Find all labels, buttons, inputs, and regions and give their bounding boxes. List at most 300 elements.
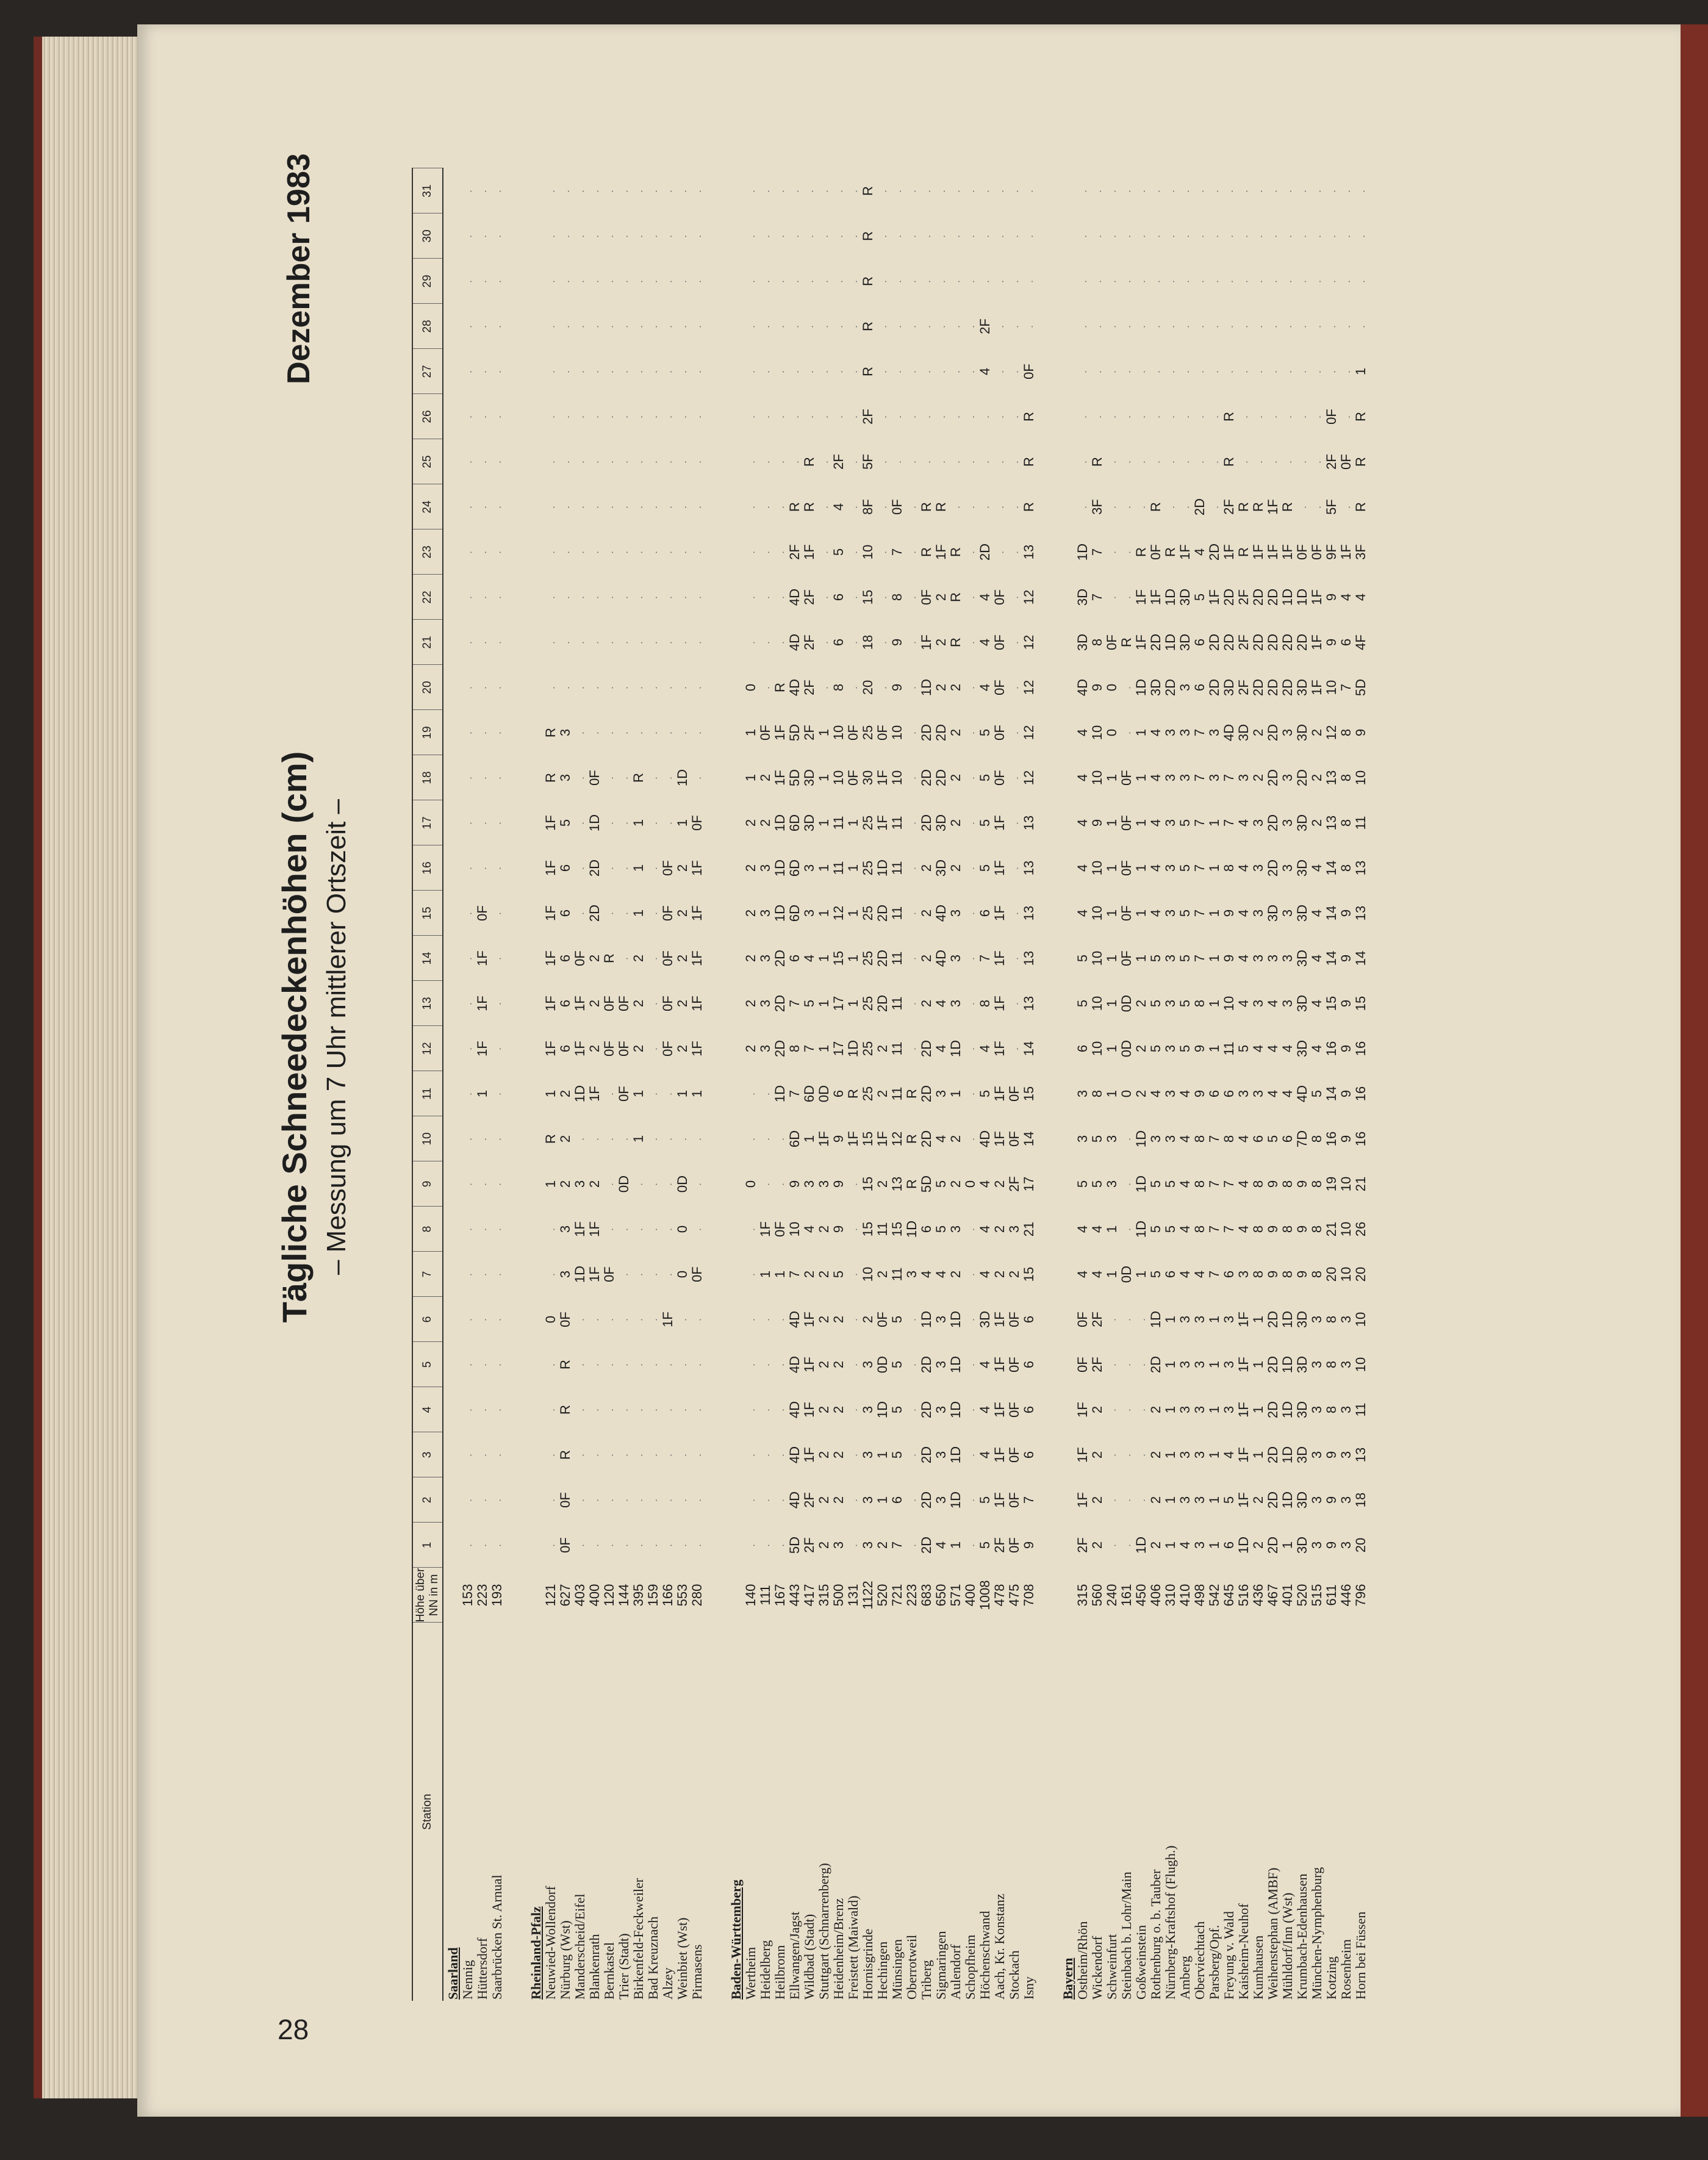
- snow-depth-cell: 1F: [802, 544, 817, 560]
- snow-depth-cell: 2F: [802, 589, 817, 605]
- snow-depth-cell: .: [662, 821, 674, 825]
- snow-depth-cell: 9: [889, 638, 905, 647]
- snow-depth-cell: 2D: [919, 1401, 934, 1419]
- snow-depth-cell: 1: [758, 1270, 773, 1279]
- snow-depth-cell: .: [1121, 279, 1133, 284]
- snow-depth-cell: 1D: [1294, 588, 1310, 606]
- station-elevation: 475: [1006, 1584, 1022, 1607]
- snow-depth-cell: 11: [875, 1222, 890, 1236]
- snow-depth-cell: .: [662, 415, 674, 419]
- snow-depth-cell: 2D: [875, 994, 890, 1013]
- snow-depth-cell: .: [545, 686, 557, 690]
- snow-depth-cell: 1F: [816, 1131, 831, 1147]
- table-row: [861, 168, 875, 2001]
- snow-depth-cell: .: [847, 1453, 859, 1457]
- snow-depth-cell: 4: [1309, 1044, 1324, 1053]
- table-row: [1354, 168, 1368, 2001]
- snow-depth-cell: R: [1236, 547, 1251, 557]
- rotated-content: [268, 140, 1647, 2001]
- snow-depth-cell: .: [994, 460, 1006, 464]
- snow-depth-cell: .: [603, 640, 615, 645]
- snow-depth-cell: 2: [675, 1044, 690, 1053]
- snow-depth-cell: .: [906, 1408, 918, 1412]
- day-column-header: 20: [412, 665, 443, 710]
- snow-depth-cell: .: [462, 686, 474, 690]
- snow-depth-cell: 8: [1192, 1180, 1207, 1188]
- snow-depth-cell: .: [476, 1272, 489, 1277]
- snow-depth-cell: .: [476, 279, 489, 284]
- snow-depth-cell: 5: [933, 1180, 949, 1188]
- snow-depth-cell: .: [691, 1543, 703, 1548]
- state-group-header: [727, 168, 744, 2001]
- book-cover-edge: [1681, 24, 1708, 2117]
- snow-depth-cell: 5: [1148, 1044, 1163, 1053]
- snow-depth-cell: 0F: [1006, 1131, 1022, 1147]
- snow-depth-cell: 2: [743, 819, 758, 827]
- snow-depth-cell: .: [1008, 776, 1021, 780]
- snow-depth-cell: .: [491, 1137, 503, 1141]
- snow-depth-cell: 2F: [802, 1492, 817, 1508]
- snow-depth-cell: 3: [758, 999, 773, 1008]
- snow-depth-cell: .: [574, 595, 586, 600]
- snow-depth-cell: .: [662, 370, 674, 374]
- snow-depth-cell: 2: [1309, 773, 1324, 782]
- snow-depth-cell: .: [662, 1363, 674, 1367]
- snow-depth-cell: 4: [1148, 773, 1163, 782]
- snow-depth-cell: 0D: [875, 1355, 890, 1374]
- snow-depth-cell: 11: [831, 816, 846, 830]
- snow-depth-cell: .: [759, 550, 772, 554]
- snow-depth-cell: 6D: [787, 814, 802, 832]
- snow-depth-cell: 0: [743, 683, 758, 692]
- snow-depth-cell: 1: [631, 909, 646, 917]
- snow-depth-cell: .: [1008, 370, 1021, 374]
- snow-depth-cell: 5F: [860, 454, 875, 470]
- snow-depth-cell: 5: [1221, 1496, 1236, 1504]
- snow-depth-cell: 13: [1021, 905, 1036, 921]
- snow-depth-cell: .: [1252, 325, 1265, 329]
- snow-depth-cell: .: [691, 550, 703, 554]
- station-name: Manderscheid/Eifel: [572, 1893, 587, 2000]
- snow-depth-cell: .: [891, 325, 903, 329]
- snow-depth-cell: 2D: [1265, 588, 1280, 606]
- snow-depth-cell: 2: [948, 819, 963, 827]
- snow-depth-cell: .: [559, 550, 572, 554]
- snow-depth-cell: .: [847, 1272, 859, 1277]
- snow-depth-cell: .: [877, 325, 889, 329]
- snow-depth-cell: 2: [1133, 1044, 1149, 1053]
- snow-depth-cell: .: [745, 1272, 757, 1277]
- snow-depth-cell: 0D: [616, 1175, 631, 1193]
- snow-depth-cell: 4: [977, 1451, 992, 1459]
- snow-depth-cell: .: [745, 1092, 757, 1096]
- snow-depth-cell: .: [964, 640, 977, 645]
- snow-depth-cell: 1: [1104, 773, 1119, 782]
- snow-depth-cell: 1F: [1309, 680, 1324, 695]
- snow-depth-cell: .: [491, 1092, 503, 1096]
- snow-depth-cell: 1F: [802, 1311, 817, 1327]
- snow-depth-cell: 1: [845, 864, 861, 872]
- snow-depth-cell: 2: [587, 1044, 602, 1053]
- snow-depth-cell: .: [1008, 1047, 1021, 1051]
- snow-depth-cell: 3D: [1294, 1355, 1310, 1374]
- snow-depth-cell: 0F: [616, 1086, 631, 1102]
- snow-depth-cell: 3: [1192, 1496, 1207, 1504]
- snow-depth-cell: 6: [1207, 1089, 1222, 1098]
- snow-depth-cell: .: [647, 1363, 659, 1367]
- snow-depth-cell: .: [1282, 370, 1294, 374]
- snow-depth-cell: 7: [1192, 773, 1207, 782]
- snow-depth-cell: 4: [1075, 909, 1090, 917]
- station-name: Kaisheim-Neuhof: [1236, 1903, 1251, 2000]
- snow-depth-cell: .: [1340, 234, 1352, 239]
- snow-depth-cell: .: [774, 1498, 786, 1502]
- snow-depth-cell: .: [774, 1453, 786, 1457]
- snow-depth-cell: R: [948, 592, 963, 602]
- snow-depth-cell: 7: [1192, 864, 1207, 872]
- snow-depth-cell: .: [759, 1453, 772, 1457]
- snow-depth-cell: .: [647, 1543, 659, 1548]
- snow-depth-cell: 3D: [1294, 1491, 1310, 1509]
- day-column-header: 23: [412, 529, 443, 575]
- snow-depth-cell: .: [818, 325, 830, 329]
- snow-depth-cell: 2: [948, 864, 963, 872]
- snow-depth-cell: .: [818, 640, 830, 645]
- snow-depth-cell: .: [906, 640, 918, 645]
- snow-depth-cell: 3: [1338, 1496, 1354, 1504]
- snow-depth-cell: 1: [1207, 819, 1222, 827]
- snow-depth-cell: .: [964, 234, 977, 239]
- day-column-header: 8: [412, 1207, 443, 1252]
- station-name: Kumhausen: [1250, 1935, 1266, 2000]
- snow-depth-cell: .: [676, 1543, 689, 1548]
- table-row: [919, 168, 934, 2001]
- snow-depth-cell: 5: [1089, 1135, 1105, 1143]
- day-column-header: 9: [412, 1161, 443, 1207]
- snow-depth-cell: .: [589, 640, 601, 645]
- snow-depth-cell: .: [847, 1318, 859, 1322]
- snow-depth-cell: .: [545, 1453, 557, 1457]
- snow-depth-cell: .: [559, 279, 572, 284]
- snow-depth-cell: 2: [992, 1225, 1007, 1233]
- snow-depth-cell: .: [950, 460, 962, 464]
- snow-depth-cell: .: [877, 234, 889, 239]
- station-name: Hornisgrinde: [860, 1928, 875, 2000]
- station-name: Wertheim: [743, 1947, 758, 2000]
- snow-depth-cell: 0F: [601, 1266, 617, 1282]
- snow-depth-cell: 11: [889, 816, 905, 830]
- snow-depth-cell: 20: [1324, 1266, 1339, 1282]
- snow-depth-cell: 2: [816, 1405, 831, 1414]
- snow-depth-cell: 0F: [1075, 1311, 1090, 1327]
- snow-depth-cell: .: [647, 189, 659, 193]
- snow-depth-cell: 6: [919, 1225, 934, 1233]
- station-elevation: 571: [948, 1584, 963, 1607]
- snow-depth-cell: 4: [977, 1270, 992, 1279]
- snow-depth-cell: .: [589, 1498, 601, 1502]
- snow-depth-cell: 3: [1309, 1541, 1324, 1549]
- snow-depth-cell: .: [1223, 325, 1235, 329]
- snow-depth-cell: 3F: [1089, 499, 1105, 515]
- snow-depth-cell: 3: [1338, 1360, 1354, 1369]
- snow-depth-cell: 2: [860, 1315, 875, 1324]
- snow-depth-cell: 2D: [1250, 588, 1266, 606]
- snow-depth-cell: 1F: [1309, 634, 1324, 650]
- snow-depth-cell: 1: [816, 909, 831, 917]
- day-column-header: 3: [412, 1432, 443, 1477]
- snow-depth-cell: .: [906, 1002, 918, 1006]
- snow-depth-cell: .: [662, 1453, 674, 1457]
- station-name: Isny: [1021, 1976, 1036, 2000]
- snow-depth-cell: .: [491, 279, 503, 284]
- snow-depth-cell: 1D: [1280, 1310, 1295, 1329]
- snow-depth-cell: .: [920, 279, 933, 284]
- snow-depth-cell: .: [476, 325, 489, 329]
- snow-depth-cell: 3: [1075, 1135, 1090, 1143]
- snow-depth-cell: 8: [1250, 1270, 1266, 1279]
- snow-depth-cell: 3: [1236, 773, 1251, 782]
- table-row: [587, 168, 602, 2001]
- snow-depth-cell: 8: [1192, 1135, 1207, 1143]
- snow-depth-cell: .: [574, 640, 586, 645]
- snow-depth-cell: 0D: [1119, 994, 1134, 1013]
- snow-depth-cell: 2F: [977, 318, 992, 334]
- snow-depth-cell: .: [1121, 1363, 1133, 1367]
- table-row: [1119, 168, 1134, 2001]
- snow-depth-cell: .: [847, 1408, 859, 1412]
- snow-depth-cell: 7: [1089, 593, 1105, 601]
- snow-depth-cell: 0F: [845, 770, 861, 786]
- snow-depth-cell: .: [589, 1137, 601, 1141]
- snow-depth-cell: .: [1252, 460, 1265, 464]
- snow-depth-cell: .: [618, 911, 630, 916]
- snow-depth-cell: 5D: [1353, 678, 1368, 697]
- snow-depth-cell: .: [603, 505, 615, 509]
- snow-depth-cell: .: [906, 1543, 918, 1548]
- table-row: [831, 168, 846, 2001]
- snow-depth-cell: .: [1238, 325, 1250, 329]
- snow-depth-cell: 2D: [919, 1130, 934, 1148]
- snow-depth-cell: 14: [1353, 950, 1368, 966]
- table-row: [1266, 168, 1280, 2001]
- snow-depth-cell: 15: [860, 589, 875, 605]
- snow-depth-cell: 1F: [689, 996, 705, 1011]
- snow-depth-cell: 4: [1177, 1135, 1193, 1143]
- snow-depth-cell: .: [476, 1318, 489, 1322]
- snow-depth-cell: 1: [1163, 1496, 1178, 1504]
- snow-depth-cell: 1: [845, 819, 861, 827]
- snow-depth-cell: 6: [558, 909, 573, 917]
- snow-depth-cell: .: [589, 415, 601, 419]
- station-elevation: 159: [645, 1584, 661, 1607]
- snow-depth-cell: 1F: [1236, 1402, 1251, 1418]
- snow-depth-cell: 0F: [1309, 544, 1324, 560]
- snow-depth-cell: .: [545, 1363, 557, 1367]
- snow-depth-cell: .: [877, 189, 889, 193]
- snow-depth-cell: 1F: [1133, 589, 1149, 605]
- snow-depth-cell: 5: [1177, 1044, 1193, 1053]
- snow-depth-cell: .: [950, 279, 962, 284]
- day-column-header: 18: [412, 755, 443, 800]
- snow-depth-cell: .: [906, 1453, 918, 1457]
- snow-depth-cell: 7: [1089, 548, 1105, 556]
- snow-depth-cell: 2: [992, 1180, 1007, 1188]
- snow-depth-cell: 3D: [1221, 678, 1236, 697]
- snow-depth-cell: .: [1267, 370, 1279, 374]
- snow-depth-cell: 4F: [1353, 634, 1368, 650]
- snow-depth-cell: .: [833, 189, 845, 193]
- station-elevation: 193: [489, 1584, 504, 1607]
- snow-depth-cell: 1F: [689, 1041, 705, 1057]
- snow-depth-cell: 2: [558, 1089, 573, 1098]
- snow-depth-cell: .: [647, 505, 659, 509]
- snow-depth-cell: .: [491, 866, 503, 870]
- snow-depth-cell: 2D: [919, 1446, 934, 1464]
- snow-depth-cell: 9: [1265, 1180, 1280, 1188]
- snow-depth-cell: .: [589, 279, 601, 284]
- snow-depth-cell: .: [759, 505, 772, 509]
- snow-depth-cell: .: [1008, 640, 1021, 645]
- snow-depth-cell: 2: [831, 1451, 846, 1459]
- snow-depth-cell: .: [847, 415, 859, 419]
- snow-depth-cell: 1: [816, 1044, 831, 1053]
- snow-depth-cell: 0F: [1006, 1357, 1022, 1372]
- snow-depth-cell: .: [462, 1092, 474, 1096]
- snow-depth-cell: .: [745, 1453, 757, 1457]
- snow-depth-cell: 7: [1221, 1180, 1236, 1188]
- snow-depth-cell: 13: [1021, 860, 1036, 876]
- snow-depth-cell: .: [906, 866, 918, 870]
- snow-depth-cell: .: [774, 189, 786, 193]
- snow-depth-cell: .: [774, 1363, 786, 1367]
- snow-depth-cell: 3: [1006, 1225, 1022, 1233]
- station-name: Neuwied-Wollendorf: [543, 1886, 558, 2000]
- snow-depth-cell: 0F: [772, 1221, 788, 1237]
- snow-depth-cell: 1: [743, 773, 758, 782]
- snow-depth-cell: .: [476, 460, 489, 464]
- snow-depth-cell: 3: [948, 909, 963, 917]
- snow-depth-cell: .: [847, 1543, 859, 1548]
- snow-depth-cell: 4: [977, 683, 992, 692]
- snow-depth-cell: 7: [787, 999, 802, 1008]
- station-name: Stuttgart (Schnarrenberg): [816, 1863, 831, 2000]
- snow-depth-cell: .: [789, 460, 801, 464]
- snow-depth-cell: .: [618, 460, 630, 464]
- snow-depth-cell: .: [906, 595, 918, 600]
- snow-depth-cell: R: [948, 547, 963, 557]
- snow-depth-cell: 1D: [1133, 1175, 1149, 1193]
- snow-depth-cell: 3: [1177, 683, 1193, 692]
- snow-depth-cell: 1: [1133, 864, 1149, 872]
- snow-depth-cell: .: [1355, 234, 1367, 239]
- snow-depth-cell: 3: [1250, 1089, 1266, 1098]
- snow-depth-cell: .: [691, 1227, 703, 1232]
- snow-depth-cell: .: [1267, 415, 1279, 419]
- snow-depth-cell: .: [1282, 460, 1294, 464]
- station-elevation: 515: [1309, 1584, 1324, 1607]
- snow-depth-cell: 1D: [1280, 1446, 1295, 1464]
- snow-depth-cell: .: [1208, 325, 1221, 329]
- snow-depth-cell: .: [759, 1182, 772, 1186]
- snow-depth-cell: .: [774, 595, 786, 600]
- snow-depth-cell: 16: [1324, 1041, 1339, 1057]
- table-row: [905, 168, 919, 2001]
- table-row: [1222, 168, 1236, 2001]
- snow-depth-cell: 1F: [1236, 1311, 1251, 1327]
- snow-depth-cell: .: [774, 640, 786, 645]
- snow-depth-cell: 2: [948, 773, 963, 782]
- snow-depth-cell: .: [1008, 505, 1021, 509]
- state-name: Baden-Württemberg: [728, 1879, 744, 2000]
- snow-depth-cell: 3: [1221, 1360, 1236, 1369]
- snow-depth-cell: 2: [1250, 1541, 1266, 1549]
- snow-depth-cell: 1: [1250, 1451, 1266, 1459]
- snow-depth-cell: .: [1106, 370, 1118, 374]
- snow-depth-cell: 2: [758, 773, 773, 782]
- snow-depth-cell: R: [860, 231, 875, 241]
- snow-depth-cell: .: [759, 234, 772, 239]
- station-name: Aach, Kr. Konstanz: [992, 1893, 1007, 2000]
- snow-depth-cell: 1: [1207, 1541, 1222, 1549]
- snow-depth-cell: .: [759, 1408, 772, 1412]
- snow-depth-cell: .: [759, 370, 772, 374]
- snow-depth-cell: 4: [1236, 999, 1251, 1008]
- snow-depth-cell: 1F: [475, 950, 490, 966]
- snow-depth-cell: 6: [889, 1496, 905, 1504]
- snow-depth-cell: 1: [845, 954, 861, 963]
- snow-depth-cell: 3: [1104, 1135, 1119, 1143]
- snow-depth-cell: 4: [1309, 954, 1324, 963]
- snow-depth-cell: 5: [1177, 909, 1193, 917]
- snow-depth-cell: 2: [875, 1270, 890, 1279]
- snow-depth-cell: 1: [1104, 864, 1119, 872]
- snow-depth-cell: .: [745, 505, 757, 509]
- snow-depth-cell: .: [964, 1137, 977, 1141]
- station-name: Rothenburg o. b. Tauber: [1148, 1869, 1163, 2000]
- snow-depth-cell: 2D: [875, 949, 890, 967]
- snow-depth-cell: 1F: [1177, 544, 1193, 560]
- snow-depth-cell: 4: [1075, 1270, 1090, 1279]
- snow-depth-cell: 0F: [1338, 454, 1354, 470]
- snow-depth-cell: .: [633, 686, 645, 690]
- snow-depth-cell: 9: [1265, 1225, 1280, 1233]
- snow-depth-cell: 25: [860, 996, 875, 1011]
- day-column-header: 14: [412, 936, 443, 981]
- snow-depth-cell: .: [574, 550, 586, 554]
- snow-depth-cell: .: [462, 1047, 474, 1051]
- snow-depth-cell: 1F: [1338, 544, 1354, 560]
- snow-depth-cell: .: [647, 1092, 659, 1096]
- snow-depth-cell: .: [662, 505, 674, 509]
- snow-depth-cell: 9: [1338, 1089, 1354, 1098]
- snow-depth-cell: .: [618, 866, 630, 870]
- snow-depth-cell: .: [462, 1272, 474, 1277]
- snow-depth-cell: 2D: [1265, 678, 1280, 697]
- snow-depth-cell: 4: [1177, 1089, 1193, 1098]
- snow-depth-cell: 6: [558, 864, 573, 872]
- snow-depth-cell: .: [1121, 1318, 1133, 1322]
- snow-depth-cell: .: [818, 234, 830, 239]
- station-elevation: 167: [772, 1584, 788, 1607]
- snow-depth-cell: R: [1021, 457, 1036, 467]
- snow-depth-cell: 12: [1021, 725, 1036, 741]
- snow-depth-cell: .: [676, 370, 689, 374]
- snow-depth-cell: 3: [802, 909, 817, 917]
- snow-depth-cell: 2D: [919, 814, 934, 832]
- snow-depth-cell: 4D: [787, 633, 802, 651]
- snow-depth-cell: .: [491, 1227, 503, 1232]
- snow-depth-cell: .: [647, 776, 659, 780]
